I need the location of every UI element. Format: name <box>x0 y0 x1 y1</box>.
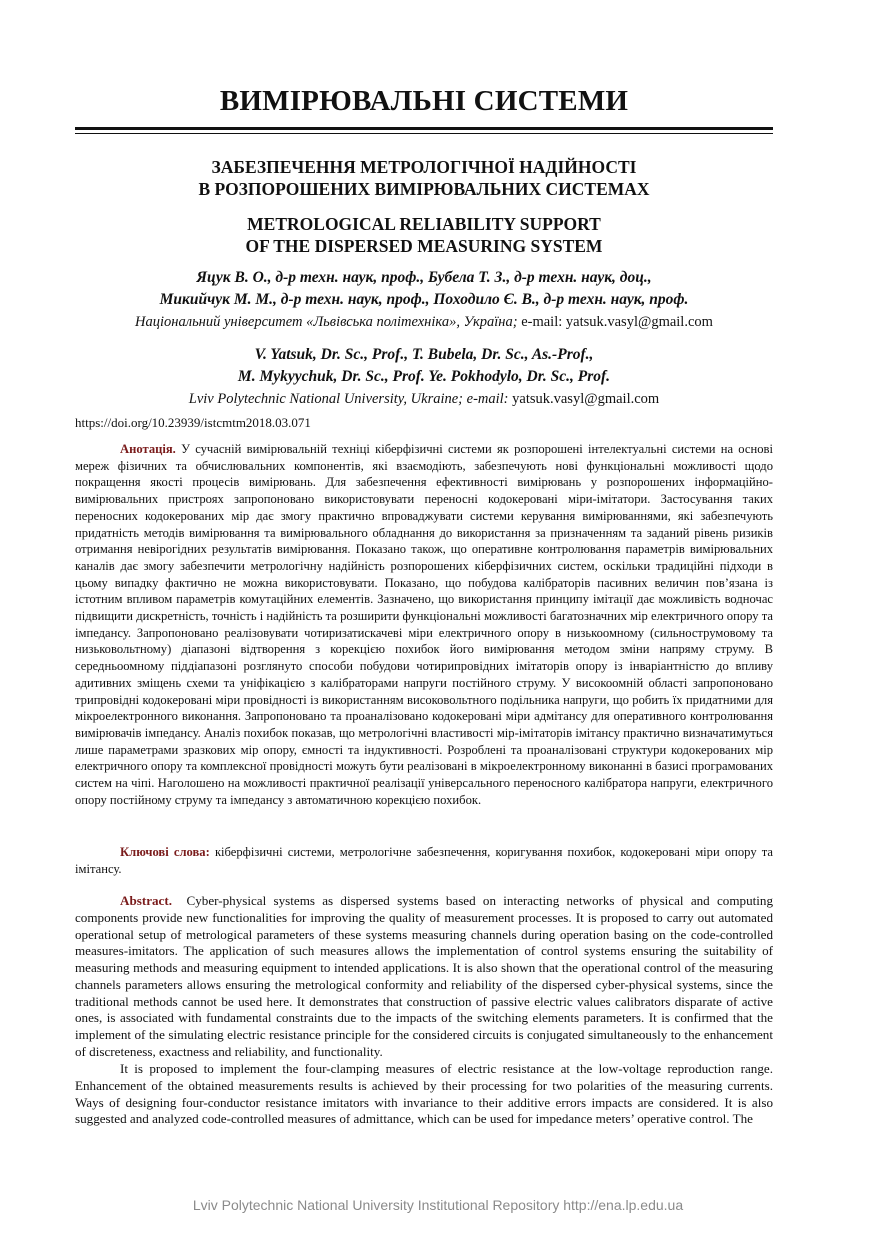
abstract-text-2: It is proposed to implement the four-clamping measures of electric resistance at the low-voltage reproduction range. Enhancement of the obtained measurements results is achieved by their processing for two polarities of the measuring currents. Ways of designing four-conductor resistance imitators with invariance to their additive errors impacts are considered. It is also suggested and analyzed code-controlled measures of admittance, which can be used for impedance meters’ operative control. The <box>75 1061 773 1127</box>
annotation-paragraph <box>75 441 773 808</box>
authors-en-line1: V. Yatsuk, Dr. Sc., Prof., T. Bubela, Dr. Sc., As.-Prof., <box>254 346 594 363</box>
title-ua-line2: В РОЗПОРОШЕНИХ ВИМІРЮВАЛЬНИХ СИСТЕМАХ <box>198 179 650 199</box>
email-ua: e-mail: yatsuk.vasyl@gmail.com <box>521 314 713 330</box>
repository-footer: Lviv Polytechnic National University Institutional Repository http://ena.lp.edu.ua <box>192 1197 684 1213</box>
authors-ua-line2: Микийчук М. М., д-р техн. наук, проф., Походило Є. В., д-р техн. наук, проф. <box>159 291 689 308</box>
authors-en-line2: M. Mykyychuk, Dr. Sc., Prof. Ye. Pokhodylo, Dr. Sc., Prof. <box>237 368 611 385</box>
authors-ua-line1: Яцук В. О., д-р техн. наук, проф., Бубела Т. З., д-р техн. наук, доц., <box>196 269 652 286</box>
title-ua-line1: ЗАБЕЗПЕЧЕННЯ МЕТРОЛОГІЧНОЇ НАДІЙНОСТІ <box>211 157 637 177</box>
keywords-text: кіберфізичні системи, метрологічне забезпечення, коригування похибок, кодокеровані міри опору та імітансу. <box>75 845 773 876</box>
title-en-line1: METROLOGICAL RELIABILITY SUPPORT <box>247 214 601 234</box>
header-rule-thin <box>75 133 773 134</box>
annotation-text: У сучасній вимірювальній техніці кіберфізичні системи як розпорошені інтелектуальні системи на основі мереж фізичних та обчислювальних компонентів, які взаємодіють, забезпечують нові функціональні можливості щодо покращення якості процесів вимірювань. Для забезпечення ефективності вимірювань у розпорошених інформаційно-вимірювальних пристроях запропоновано використовувати переносні кодокеровані міри-імітатори. Застосування таких переносних кодокерованих мір дає змогу практично впроваджувати системи керування вимірюваннями, які забезпечують придатність методів вимірювання та вимірювального обладнання до використання за призначенням та заданий рівень ризиків отримання невірогідних результатів вимірювання. Показано також, що оперативне контролювання параметрів вимірювальних каналів дає змогу забезпечити метрологічну надійність розпорошених кіберфізичних систем, оскільки традиційні підходи в цьому випадку фактично не можна використовувати. Показано, що побудова калібраторів пасивних величин пов’язана із істотним впливом параметрів комутаційних елементів. Зазначено, що використання принципу імітації дає можливість водночас підвищити дискретність, точність і надійність та розширити функціональні можливості багатозначних мір електричного опору та імпедансу. Запропоновано реалізовувати чотиризатискачеві міри електричного опору в низькоомному (сильнострумовому та низьковольтному) діапазоні відтворення з корекцією похибок його вимірювання методом зміни напряму струму. В середньоомному піддіапазоні розглянуто способи побудови чотирипровідних імітаторів опору із інваріантністю до впливу адитивних зміщень схеми та уніфікацією з калібраторами напруги постійного струму. У високоомній області запропоновано трипровідні кодокеровані міри провідності із використанням високовольтного подільника напруги, що робить їх придатними для мікроелектронного виконання. Запропоновано та проаналізовано кодокеровані міри адмітансу для оперативного контролювання вимірювачів імпедансу. Аналіз похибок показав, що метрологічні властивості мір-імітаторів імітансу практично визначатимуться лише параметрами зразкових мір опору, ємності та індуктивності. Розроблені та проаналізовані структури кодокерованих мір електричного опору та комплексної провідності можуть бути реалізовані в мікроелектронному виконанні в базисі програмованих систем на чіпі. Наголошено на можливості практичної реалізації універсального переносного калібратора напруги, електричного опору постійному струму та імпедансу з автоматичною корекцією похибок. <box>75 442 773 807</box>
abstract-paragraph <box>75 893 773 1061</box>
abstract-text: Cyber-physical systems as dispersed systems based on interacting networks of physical and computing components provide new functionalities for improving the quality of measurement processes. It is proposed to carry out automated operational setup of metrological parameters of these systems measuring channels during operation basing on the code-controlled measures-imitators. The application of such measures allows the implementation of control systems ensuring the suitability of measuring methods and measuring equipment to intended applications. It is also shown that the operational control of the measuring channels parameters allows ensuring the metrological conformity and reliability of the dispersed cyber-physical systems, since the traditional methods cannot be used here. It demonstrates that construction of passive electric values calibrators disparate of active ones, is associated with fundamental constraints due to the impacts of the switching elements parameters. It is confirmed that the implement of the simulating electric resistance principle for the considered circuits is conjugated simultaneously to the enhancement of discreteness, exactness and reliability, and functionality. <box>75 893 773 1059</box>
title-ukrainian <box>75 156 773 200</box>
abstract-paragraph-2 <box>75 1061 773 1128</box>
authors-ukrainian <box>75 267 773 333</box>
keywords-paragraph <box>75 844 773 877</box>
affiliation-ua-text: Національний університет «Львівська політехніка», Україна; <box>135 314 518 330</box>
title-english <box>75 213 773 257</box>
section-title: ВИМІРЮВАЛЬНІ СИСТЕМИ <box>219 85 629 117</box>
abstract-label: Abstract. <box>120 893 172 908</box>
affiliation-en <box>75 388 773 410</box>
header-rule-thick <box>75 127 773 130</box>
annotation-label: Анотація. <box>120 442 176 456</box>
doi-link[interactable]: https://doi.org/10.23939/istcmtm2018.03.071 <box>75 415 311 430</box>
authors-english <box>75 344 773 410</box>
title-en-line2: OF THE DISPERSED MEASURING SYSTEM <box>245 236 603 256</box>
affiliation-ua <box>75 311 773 333</box>
affiliation-en-text: Lviv Polytechnic National University, Ukraine; e-mail: <box>188 391 509 407</box>
email-en: yatsuk.vasyl@gmail.com <box>512 391 660 407</box>
keywords-label: Ключові слова: <box>120 845 210 859</box>
